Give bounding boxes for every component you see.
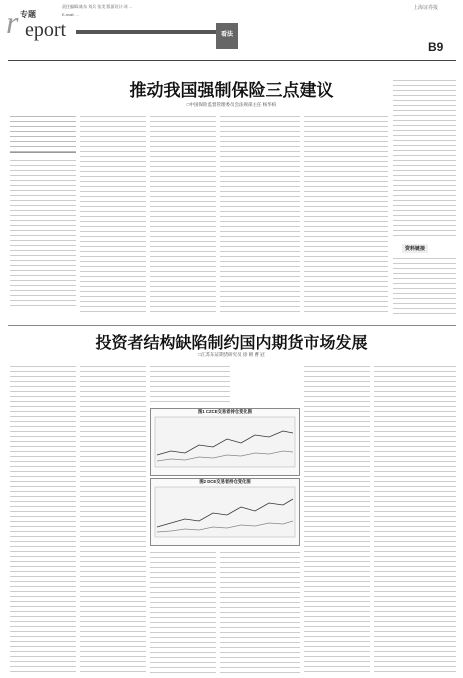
editor-email: E-mail: ... bbox=[62, 12, 79, 17]
article1-col3 bbox=[150, 112, 216, 312]
article2-col4-bottom bbox=[220, 548, 300, 674]
header-bar bbox=[76, 30, 218, 34]
sidebar-label: 资料链接 bbox=[402, 244, 428, 253]
chart-czce-title: 图1 CZCE交易者持仓变化图 bbox=[198, 409, 252, 414]
section-divider bbox=[8, 325, 456, 326]
article2-col3 bbox=[150, 548, 216, 674]
chart-czce bbox=[150, 408, 300, 476]
header-divider bbox=[8, 60, 456, 61]
column-tag-text: 看法 bbox=[220, 32, 233, 38]
article1-col1 bbox=[10, 112, 76, 312]
article2-col6 bbox=[374, 362, 456, 674]
article2-col3-top bbox=[150, 362, 230, 404]
section-wordmark: eport bbox=[25, 19, 67, 41]
article2-col2 bbox=[80, 362, 146, 674]
newspaper-name: 上海证券报 bbox=[413, 5, 439, 11]
article2-byline: □江苏东证期货研究员 徐 朝 曹 冠 bbox=[198, 352, 265, 357]
chart-dce-title: 图2 DCE交易者持仓变化图 bbox=[199, 479, 251, 484]
article2-col5 bbox=[304, 362, 370, 674]
column-tag bbox=[216, 23, 238, 49]
chart-czce-plot bbox=[151, 415, 299, 471]
chart-dce-plot bbox=[151, 485, 299, 541]
article1-col5 bbox=[304, 112, 388, 312]
editor-info: 责任编辑:陈东 刘兵 张美 版面设计:刘 ... bbox=[62, 4, 133, 9]
article1-sidebar-text bbox=[393, 76, 456, 236]
article2-col1 bbox=[10, 362, 76, 674]
article2-title: 投资者结构缺陷制约国内期货市场发展 bbox=[95, 335, 368, 352]
chart-dce bbox=[150, 478, 300, 546]
article1-col2 bbox=[80, 112, 146, 312]
article1-col4 bbox=[220, 112, 300, 312]
header-big-letter: r bbox=[6, 4, 19, 40]
article1-byline: □中国保险监督管理委员会法规部主任 杨华柏 bbox=[186, 102, 277, 107]
sidebar-note-text bbox=[393, 254, 456, 314]
section-label: 专题 bbox=[20, 10, 36, 19]
page-number: B9 bbox=[428, 40, 444, 54]
article1-title: 推动我国强制保险三点建议 bbox=[129, 81, 334, 100]
